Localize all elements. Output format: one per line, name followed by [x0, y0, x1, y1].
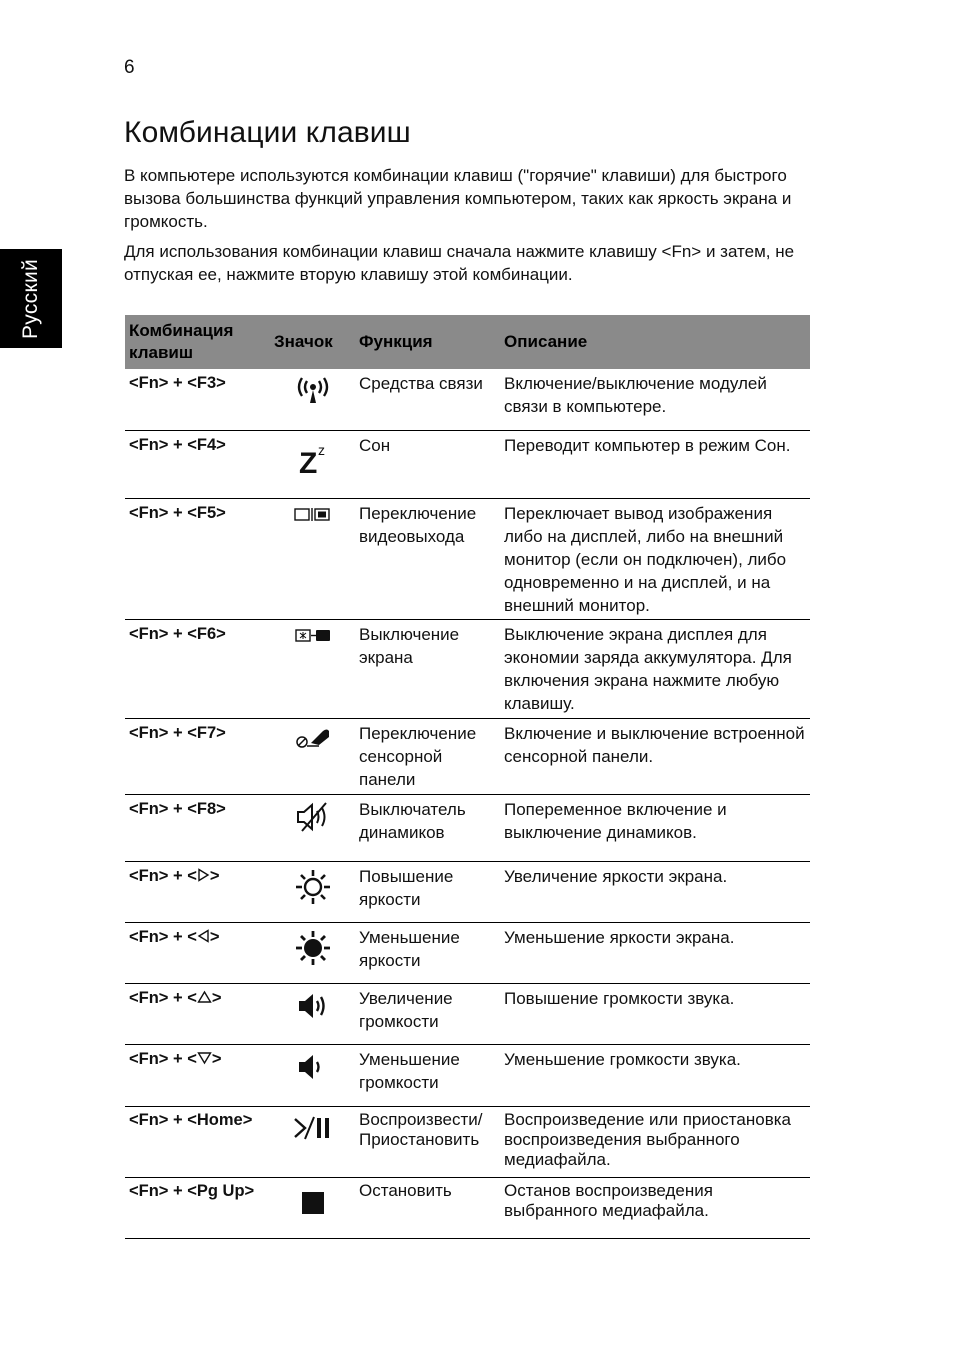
volume-down-icon: [295, 1051, 331, 1083]
table-row: [125, 794, 810, 861]
header-icon: Значок: [270, 315, 355, 369]
icon-cell: [270, 1044, 355, 1106]
combo-cell: [125, 1044, 270, 1106]
hotkey-table: [125, 315, 810, 1239]
stop-icon: [298, 1184, 328, 1214]
description-cell: Попеременное включение и выключение динамиков.: [500, 794, 810, 861]
function-cell: Переключение сенсорной панели: [355, 718, 500, 794]
icon-cell: [270, 718, 355, 794]
combo-suffix: >: [211, 988, 222, 1007]
header-description: Описание: [500, 315, 810, 369]
combo-suffix: >: [209, 927, 220, 946]
combo-prefix: <Fn> + <: [129, 866, 197, 885]
table-header-row: [125, 315, 810, 369]
combo-cell: <Fn> + <F4>: [125, 430, 270, 498]
function-cell: Воспроизвести/ Приостановить: [355, 1106, 500, 1177]
function-cell: Уменьшение яркости: [355, 922, 500, 983]
combo-cell: <Fn> + <F3>: [125, 369, 270, 430]
icon-cell: [270, 498, 355, 619]
combo-cell: [125, 861, 270, 922]
function-cell: Средства связи: [355, 369, 500, 430]
description-cell: Воспроизведение или приостановка воспроизведения выбранного медиафайла.: [500, 1106, 810, 1177]
intro-paragraph-1: В компьютере используются комбинации клавиш ("горячие" клавиши) для быстрого вызова большинства функций управления компьютером, таких как яркость экрана и громкость.: [124, 166, 792, 231]
icon-cell: [270, 430, 355, 498]
description-cell: Выключение экрана дисплея для экономии заряда аккумулятора. Для включения экрана нажмите любую клавишу.: [500, 619, 810, 718]
icon-cell: [270, 983, 355, 1044]
function-cell: Сон: [355, 430, 500, 498]
combo-cell: <Fn> + <Pg Up>: [125, 1177, 270, 1238]
table-row: [125, 983, 810, 1044]
svg-text:z: z: [317, 441, 325, 458]
table-row: [125, 718, 810, 794]
language-tab-label: Русский: [19, 258, 42, 340]
wireless-icon: [294, 375, 332, 405]
combo-suffix: >: [211, 1049, 222, 1068]
description-cell: Уменьшение яркости экрана.: [500, 922, 810, 983]
left-triangle-icon: [197, 929, 210, 943]
display-toggle-icon: [293, 505, 333, 525]
table-row: [125, 922, 810, 983]
combo-cell: <Fn> + <F8>: [125, 794, 270, 861]
function-cell: Переключение видеовыхода: [355, 498, 500, 619]
icon-cell: [270, 922, 355, 983]
down-triangle-icon: [197, 1051, 212, 1065]
description-cell: Останов воспроизведения выбранного медиафайла.: [500, 1177, 810, 1238]
table-row: [125, 619, 810, 718]
description-cell: Уменьшение громкости звука.: [500, 1044, 810, 1106]
combo-prefix: <Fn> + <: [129, 1049, 197, 1068]
page-title: Комбинации клавиш: [124, 116, 411, 149]
function-cell: Выключатель динамиков: [355, 794, 500, 861]
function-cell: Выключение экрана: [355, 619, 500, 718]
combo-cell: [125, 922, 270, 983]
header-function: Функция: [355, 315, 500, 369]
speaker-mute-icon: [294, 801, 332, 833]
function-cell: Увеличение громкости: [355, 983, 500, 1044]
combo-prefix: <Fn> + <: [129, 988, 197, 1007]
function-cell: Уменьшение громкости: [355, 1044, 500, 1106]
combo-cell: [125, 983, 270, 1044]
function-cell: Остановить: [355, 1177, 500, 1238]
icon-cell: [270, 1106, 355, 1177]
language-tab: [0, 249, 62, 348]
table-row: [125, 430, 810, 498]
svg-text:Z: Z: [298, 446, 317, 477]
description-cell: Включение/выключение модулей связи в компьютере.: [500, 369, 810, 430]
page-number: 6: [124, 57, 135, 78]
icon-cell: [270, 369, 355, 430]
table-row: [125, 498, 810, 619]
up-triangle-icon: [197, 990, 212, 1004]
touchpad-toggle-icon: [293, 725, 333, 751]
table-row: [125, 1177, 810, 1238]
right-triangle-icon: [197, 868, 210, 882]
combo-cell: <Fn> + <F6>: [125, 619, 270, 718]
sleep-icon: [295, 437, 331, 477]
brightness-down-icon: [294, 929, 332, 967]
display-off-icon: [293, 626, 333, 646]
description-cell: Включение и выключение встроенной сенсорной панели.: [500, 718, 810, 794]
combo-cell: <Fn> + <Home>: [125, 1106, 270, 1177]
icon-cell: [270, 794, 355, 861]
combo-cell: <Fn> + <F7>: [125, 718, 270, 794]
combo-suffix: >: [209, 866, 220, 885]
description-cell: Увеличение яркости экрана.: [500, 861, 810, 922]
play-pause-icon: [291, 1113, 335, 1143]
table-row: [125, 1106, 810, 1177]
description-cell: Повышение громкости звука.: [500, 983, 810, 1044]
volume-up-icon: [295, 990, 331, 1022]
brightness-up-icon: [294, 868, 332, 906]
description-cell: Переключает вывод изображения либо на дисплей, либо на внешний монитор (если он подключен), либо одновременно и на дисплей, и на внешний монитор.: [500, 498, 810, 619]
table-row: [125, 369, 810, 430]
icon-cell: [270, 619, 355, 718]
combo-prefix: <Fn> + <: [129, 927, 197, 946]
icon-cell: [270, 1177, 355, 1238]
header-combo: Комбинация клавиш: [125, 315, 270, 369]
table-row: [125, 861, 810, 922]
table-row: [125, 1044, 810, 1106]
icon-cell: [270, 861, 355, 922]
function-cell: Повышение яркости: [355, 861, 500, 922]
description-cell: Переводит компьютер в режим Сон.: [500, 430, 810, 498]
combo-cell: <Fn> + <F5>: [125, 498, 270, 619]
intro-paragraph-2: Для использования комбинации клавиш сначала нажмите клавишу <Fn> и затем, не отпуская ее, нажмите вторую клавишу этой комбинации.: [124, 242, 795, 284]
